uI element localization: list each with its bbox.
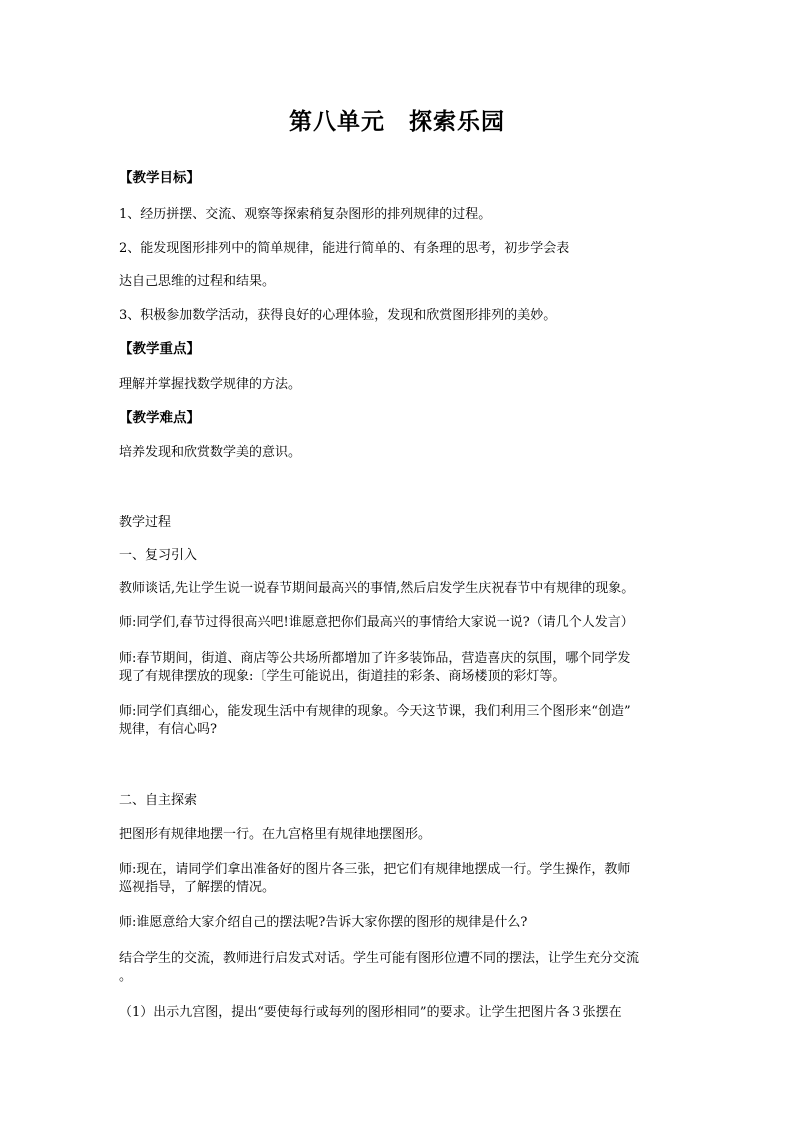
paragraph-9: （1）出示九宫图，提出“要使每行或每列的图形相同”的要求。让学生把图片各３张摆在 [119, 1005, 622, 1020]
paragraph-8-line-2: 。 [119, 969, 133, 984]
objective-1: 1、经历拼摆、交流、观察等探索稍复杂图形的排列规律的过程。 [119, 207, 492, 222]
objectives-heading: 【教学目标】 [119, 170, 200, 186]
paragraph-3-line-1: 师:春节期间，街道、商店等公共场所都增加了许多装饰品，营造喜庆的氛围，哪个同学发 [119, 651, 631, 666]
difficulty-text: 培养发现和欣赏数学美的意识。 [119, 445, 302, 460]
difficulty-heading: 【教学难点】 [119, 410, 200, 426]
paragraph-8-line-1: 结合学生的交流，教师进行启发式对话。学生可能有图形位遭不同的摆法，让学生充分交流 [119, 951, 640, 966]
paragraph-2: 师:同学们,春节过得很高兴吧!谁愿意把你们最高兴的事情给大家说一说?（请几个人发言） [119, 615, 634, 630]
paragraph-3-line-2: 现了有规律摆放的现象:〔学生可能说出，街道挂的彩条、商场楼顶的彩灯等。 [119, 669, 566, 684]
objective-2-line-1: 2、能发现图形排列中的简单规律，能进行简单的、有条理的思考，初步学会表 [119, 241, 570, 256]
paragraph-5: 把图形有规律地摆一行。在九宫格里有规律地摆图形。 [119, 827, 432, 842]
paragraph-4-line-1: 师:同学们真细心，能发现生活中有规律的现象。今天这节课，我们利用三个图形来“创造” [119, 704, 631, 719]
key-points-text: 理解并掌握找数学规律的方法。 [119, 377, 302, 392]
paragraph-7: 师:谁愿意给大家介绍自己的摆法呢?告诉大家你摆的图形的规律是什么? [119, 915, 528, 930]
objective-2-line-2: 达自己思维的过程和结果。 [119, 274, 276, 289]
paragraph-4-line-2: 规律，有信心吗? [119, 722, 217, 737]
page-title: 第八单元 探索乐园 [289, 108, 505, 135]
paragraph-6-line-2: 巡视指导，了解摆的情况。 [119, 880, 276, 895]
paragraph-1: 教师谈话,先让学生说一说春节期间最高兴的事情,然后启发学生庆祝春节中有规律的现象。 [119, 581, 635, 596]
objective-3: 3、积极参加数学活动，获得良好的心理体验，发现和欣赏图形排列的美妙。 [119, 308, 557, 323]
key-points-heading: 【教学重点】 [119, 341, 200, 357]
process-heading: 教学过程 [119, 515, 172, 530]
part-2-heading: 二、自主探索 [119, 793, 198, 808]
paragraph-6-line-1: 师:现在，请同学们拿出准备好的图片各三张，把它们有规律地摆成一行。学生操作，教师 [119, 862, 631, 877]
part-1-heading: 一、复习引入 [119, 548, 198, 563]
